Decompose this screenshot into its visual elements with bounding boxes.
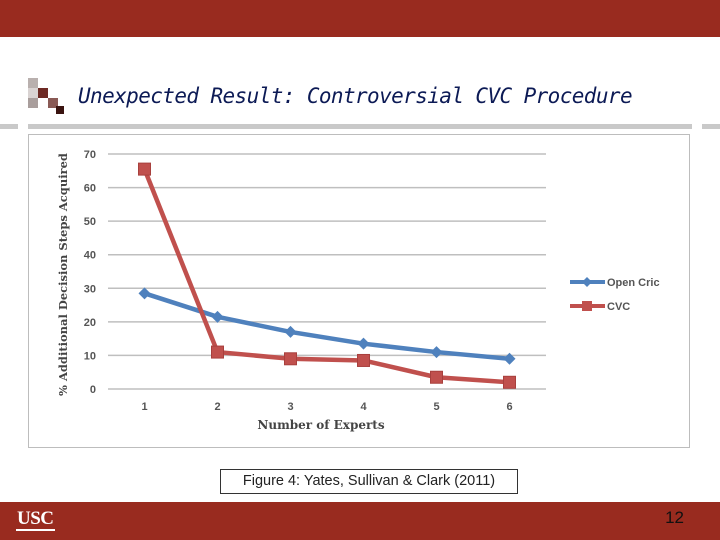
title-divider-left xyxy=(0,124,18,129)
slide-title: Unexpected Result: Controversial CVC Procedure xyxy=(78,84,632,108)
data-point xyxy=(431,371,443,383)
bottom-band xyxy=(0,502,720,540)
page-number: 12 xyxy=(665,508,684,527)
data-point xyxy=(504,376,516,388)
y-tick-label: 50 xyxy=(83,216,96,229)
x-tick-label: 4 xyxy=(360,401,367,413)
figure-caption: Figure 4: Yates, Sullivan & Clark (2011) xyxy=(220,469,518,494)
y-tick-label: 70 xyxy=(83,149,96,161)
x-tick-label: 6 xyxy=(506,401,513,413)
x-tick-label: 5 xyxy=(433,401,440,413)
legend-label: CVC xyxy=(607,301,631,313)
series-line-2 xyxy=(145,169,510,382)
data-point xyxy=(504,353,516,365)
y-tick-label: 20 xyxy=(83,316,96,329)
data-point xyxy=(139,287,151,299)
legend-marker xyxy=(582,277,592,287)
legend-label: Open Cric xyxy=(607,277,660,289)
y-tick-label: 40 xyxy=(83,249,96,262)
y-tick-label: 0 xyxy=(89,384,96,396)
data-point xyxy=(285,326,297,338)
y-axis-title: % Additional Decision Steps Acquired xyxy=(56,153,70,396)
usc-logo: USC xyxy=(17,508,54,529)
data-point xyxy=(212,311,224,323)
x-tick-label: 3 xyxy=(287,401,294,413)
y-tick-label: 60 xyxy=(83,182,96,195)
data-point xyxy=(139,163,151,175)
line-chart xyxy=(29,135,691,449)
data-point xyxy=(212,346,224,358)
x-tick-label: 1 xyxy=(141,401,148,413)
chart-frame xyxy=(28,134,690,448)
legend-marker xyxy=(582,301,592,311)
title-divider xyxy=(28,124,692,129)
top-band xyxy=(0,0,720,37)
data-point xyxy=(358,338,370,350)
title-divider-right xyxy=(702,124,720,129)
x-tick-label: 2 xyxy=(214,401,221,413)
y-tick-label: 30 xyxy=(83,283,96,296)
x-axis-title: Number of Experts xyxy=(257,418,385,432)
squares-logo-icon xyxy=(28,78,68,118)
data-point xyxy=(358,354,370,366)
data-point xyxy=(431,346,443,358)
title-block xyxy=(28,78,720,126)
data-point xyxy=(285,353,297,365)
y-tick-label: 10 xyxy=(83,350,96,363)
